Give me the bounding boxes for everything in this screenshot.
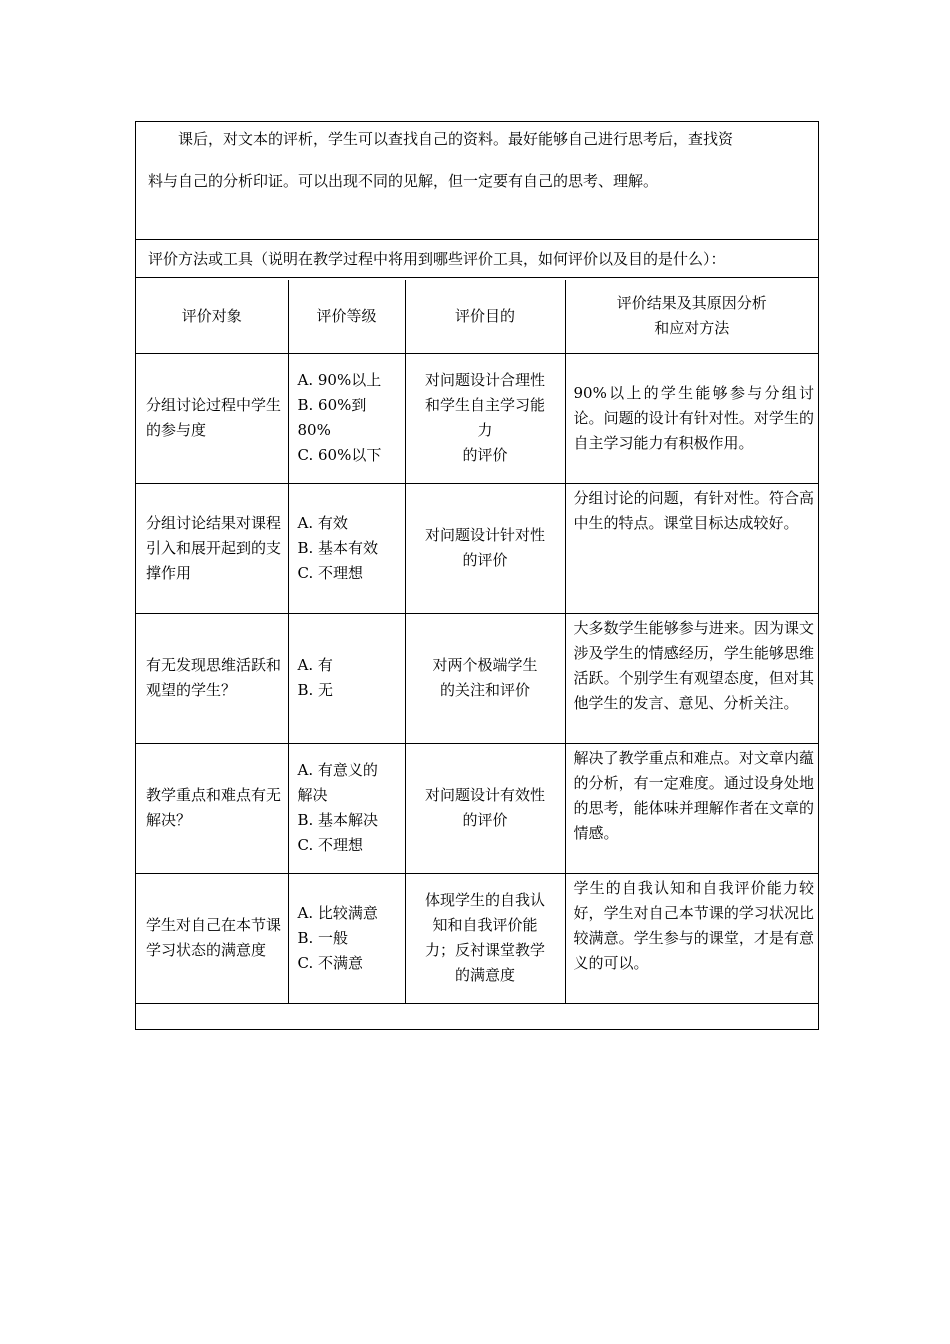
grade-option: A. 90%以上 <box>297 371 382 389</box>
grade-option: 解决 <box>297 786 328 804</box>
purpose-line: 的满意度 <box>454 966 515 984</box>
table-row <box>136 483 818 613</box>
purpose-line: 的评价 <box>462 551 508 569</box>
cell-result: 解决了教学重点和难点。对文章内蕴的分析，有一定难度。通过设身处地的思考，能体味并理解作者在文章的情感。 <box>565 743 818 873</box>
cell-result: 分组讨论的问题，有针对性。符合高中生的特点。课堂目标达成较好。 <box>565 483 818 613</box>
grade-option: B. 基本解决 <box>297 811 379 829</box>
purpose-line: 的评价 <box>462 811 508 829</box>
header-object: 评价对象 <box>136 280 288 353</box>
table-row <box>136 353 818 483</box>
purpose-line: 知和自我评价能 <box>432 916 538 934</box>
purpose-line: 对问题设计合理性 <box>424 371 545 389</box>
grade-option: A. 有 <box>297 656 333 674</box>
intro-section <box>136 122 818 240</box>
grade-option: B. 无 <box>297 681 334 699</box>
purpose-line: 对问题设计有效性 <box>424 786 545 804</box>
header-purpose: 评价目的 <box>405 280 565 353</box>
grade-option: B. 基本有效 <box>297 538 379 557</box>
purpose-line: 和学生自主学习能 <box>424 396 545 414</box>
table-row <box>136 873 818 1003</box>
evaluation-tools-label: 评价方法或工具（说明在教学过程中将用到哪些评价工具，如何评价以及目的是什么）： <box>136 240 818 278</box>
cell-grades <box>288 873 405 1003</box>
cell-purpose <box>405 353 565 483</box>
cell-object: 学生对自己在本节课学习状态的满意度 <box>136 873 288 1003</box>
grade-option: B. 一般 <box>297 928 349 947</box>
purpose-line: 的关注和评价 <box>439 681 530 699</box>
cell-grades <box>288 483 405 613</box>
purpose-line: 的评价 <box>462 446 508 464</box>
cell-grades <box>288 613 405 743</box>
cell-result: 大多数学生能够参与进来。因为课文涉及学生的情感经历，学生能够思维活跃。个别学生有观望态度，但对其他学生的发言、意见、分析关注。 <box>565 613 818 743</box>
header-result-line-2: 和应对方法 <box>654 319 730 338</box>
cell-grades <box>288 353 405 483</box>
table-header-row <box>136 280 818 353</box>
cell-result: 学生的自我认知和自我评价能力较好，学生对自己本节课的学习状况比较满意。学生参与的课堂，才是有意义的可以。 <box>565 873 818 1003</box>
cell-purpose <box>405 743 565 873</box>
grade-option: C. 不理想 <box>297 563 363 582</box>
document-frame <box>135 121 819 1030</box>
grade-option: C. 60%以下 <box>297 446 382 464</box>
header-result <box>565 280 818 353</box>
purpose-line: 力 <box>477 421 493 439</box>
intro-line-2: 料与自己的分析印证。可以出现不同的见解，但一定要有自己的思考、理解。 <box>148 172 659 190</box>
purpose-line: 对两个极端学生 <box>432 656 538 674</box>
purpose-line: 力；反衬课堂教学 <box>424 941 545 959</box>
grade-option: A. 比较满意 <box>297 903 378 922</box>
purpose-line: 体现学生的自我认 <box>424 891 545 909</box>
cell-object: 分组讨论结果对课程引入和展开起到的支撑作用 <box>136 483 288 613</box>
grade-option: A. 有效 <box>297 513 348 532</box>
table-row <box>136 613 818 743</box>
cell-object: 教学重点和难点有无解决？ <box>136 743 288 873</box>
intro-line-1: 课后，对文本的评析，学生可以查找自己的资料。最好能够自己进行思考后，查找资 <box>178 130 734 148</box>
evaluation-table <box>136 280 818 1004</box>
purpose-line: 对问题设计针对性 <box>424 526 545 544</box>
cell-purpose <box>405 613 565 743</box>
grade-option: C. 不满意 <box>297 953 363 972</box>
table-row <box>136 743 818 873</box>
header-result-line-1: 评价结果及其原因分析 <box>616 294 767 313</box>
cell-result: 90%以上的学生能够参与分组讨论。问题的设计有针对性。对学生的自主学习能力有积极作用。 <box>565 353 818 483</box>
grade-option: C. 不理想 <box>297 836 363 854</box>
cell-object: 分组讨论过程中学生的参与度 <box>136 353 288 483</box>
header-grade: 评价等级 <box>288 280 405 353</box>
grade-option: B. 60%到 80% <box>297 396 367 439</box>
cell-purpose <box>405 873 565 1003</box>
cell-grades <box>288 743 405 873</box>
cell-object: 有无发现思维活跃和观望的学生？ <box>136 613 288 743</box>
grade-option: A. 有意义的 <box>297 761 378 779</box>
cell-purpose <box>405 483 565 613</box>
